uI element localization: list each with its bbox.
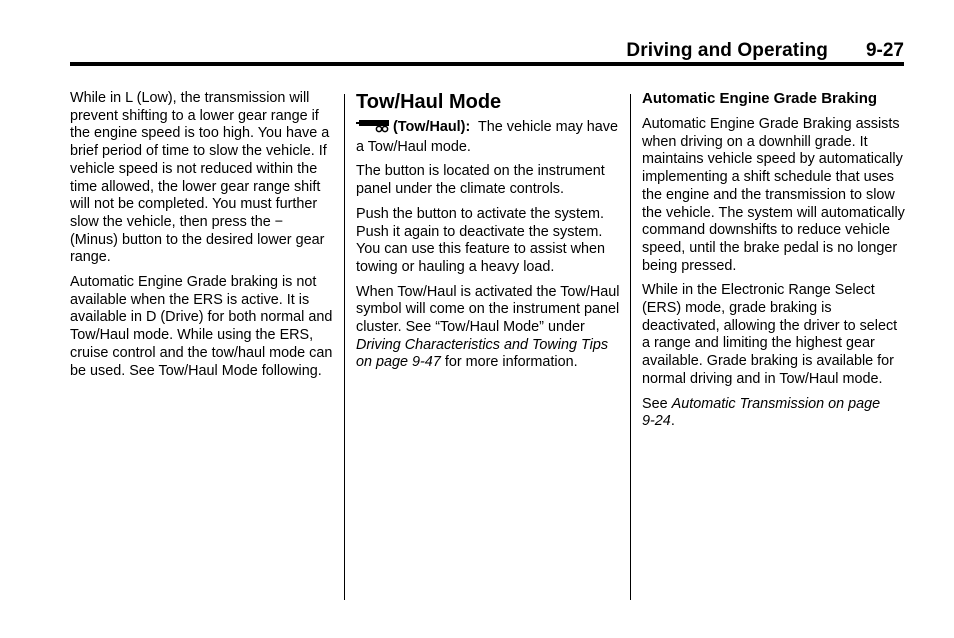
paragraph-see-reference (642, 396, 906, 431)
tow-haul-symbol-text: When Tow/Haul is activated the Tow/Haul symbol will come on the instrument panel cluster. See “Tow/Haul Mode” under (356, 283, 620, 336)
header-rule (70, 62, 904, 66)
column-divider-1 (344, 94, 345, 600)
paragraph-ers-grade-braking: While in the Electronic Range Select (ERS) mode, grade braking is deactivated, allowing the driver to select a range and limiting the highest gear available. Grade braking is available for normal driving and in Tow/Haul mode. (642, 282, 898, 387)
paragraph-tow-haul-intro (356, 119, 622, 156)
section-title: Driving and Operating (626, 40, 828, 61)
paragraph-grade-braking-assist: Automatic Engine Grade Braking assists when driving on a downhill grade. It maintains vehicle speed by automatically implementing a shift schedule that uses the engine and the transmission to slow the vehicle. The system will automatically command downshifts to reduce vehicle speed, until the brake pedal is no longer being pressed. (642, 116, 905, 274)
column-1 (70, 90, 335, 387)
paragraph-push-button: Push the button to activate the system. Push it again to deactivate the system. You can use this feature to assist when towing or hauling a heavy load. (356, 205, 606, 275)
see-text-end: . (670, 413, 675, 430)
trailer-icon (356, 119, 390, 139)
column-3 (642, 90, 906, 438)
column-divider-2 (630, 94, 631, 600)
tow-haul-label: (Tow/Haul): (393, 119, 471, 135)
paragraph-low-gear: While in L (Low), the transmission will prevent shifting to a lower gear range if the engine speed is too high. You have a brief period of time to slow the vehicle. If vehicle speed is not reduced within the time allowed, the lower gear range shift will not be completed. You must further slow the vehicle, then press the − (Minus) button to the desired lower gear range. (70, 90, 330, 266)
page-header (70, 36, 904, 64)
see-text: See (642, 395, 672, 412)
grade-braking-heading: Automatic Engine Grade Braking (642, 90, 878, 107)
automatic-transmission-reference[interactable]: Automatic Transmission on page 9‑24 (642, 395, 881, 430)
paragraph-grade-braking-ers: Automatic Engine Grade braking is not available when the ERS is active. It is available in D (Drive) for both normal and Tow/Haul mode. While using the ERS, cruise control and the tow/haul mode can be used. See Tow/Haul Mode following. (70, 274, 333, 379)
paragraph-button-location: The button is located on the instrument panel under the climate controls. (356, 163, 605, 198)
towing-tips-reference[interactable]: Driving Characteristics and Towing Tips on page 9‑47 (356, 336, 609, 371)
page-number: 9-27 (865, 40, 904, 61)
tow-haul-intro-text: The vehicle may have a Tow/Haul mode. (356, 119, 618, 155)
column-2 (356, 90, 622, 379)
paragraph-tow-haul-symbol (356, 284, 622, 373)
tow-haul-symbol-text-end: for more information. (440, 354, 578, 371)
tow-haul-heading: Tow/Haul Mode (356, 91, 502, 113)
